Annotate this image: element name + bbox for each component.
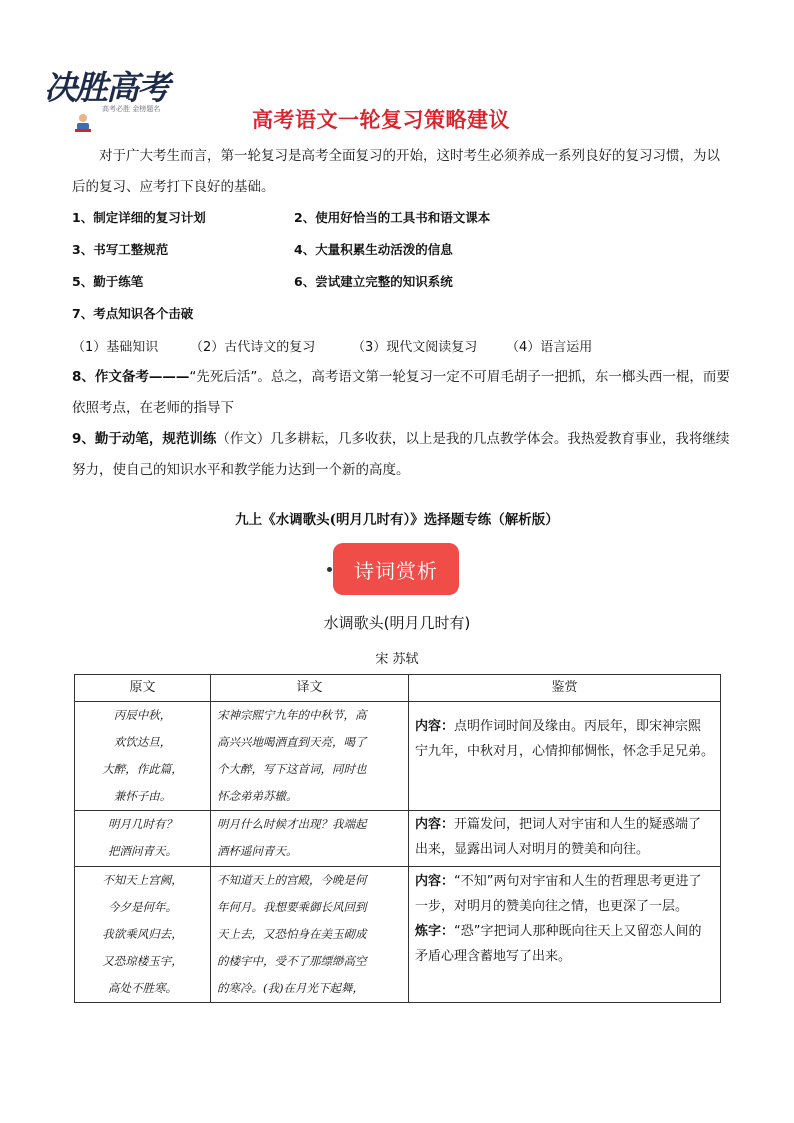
- analysis-block: [415, 919, 714, 969]
- translation-line: 宋神宗熙宁九年的中秋节，高: [217, 708, 367, 722]
- tip-4: 4、大量积累生动活泼的信息: [294, 242, 453, 257]
- translation-line: 年何月。我想要乘御长风回到: [217, 900, 367, 914]
- analysis-label: 内容：: [415, 817, 455, 832]
- original-line: 明月几时有？: [108, 817, 177, 831]
- header-analysis: 鉴赏: [409, 675, 721, 702]
- translation-line: 的楼宇中，受不了那缥缈高空: [217, 954, 367, 968]
- translation-line: 天上去，又恐怕身在美玉砌成: [217, 927, 367, 941]
- logo: [44, 58, 174, 140]
- cell-translation: [211, 867, 409, 1003]
- poem-author: 宋 苏轼: [375, 652, 419, 667]
- cell-analysis: [409, 867, 721, 1003]
- tip-8-label: 8、作文备考———: [72, 369, 190, 385]
- tip-2: 2、使用好恰当的工具书和语文课本: [294, 210, 491, 225]
- cell-analysis: [409, 702, 721, 811]
- translation-line: 明月什么时候才出现？我端起: [217, 817, 367, 831]
- subtopic-4: （4）语言运用: [506, 340, 593, 355]
- tip-6: 6、尝试建立完整的知识系统: [294, 274, 453, 289]
- cell-original: [75, 811, 211, 867]
- tip-9-text: （作文）几多耕耘，几多收获，以上是我的几点教学体会。我热爱教育事业，我将继续努力，使自己的知识水平和教学能力达到一个新的高度。: [72, 431, 730, 478]
- original-line: 我欲乘风归去，: [102, 927, 183, 941]
- cell-analysis: [409, 811, 721, 867]
- section-badge: 诗词赏析: [333, 543, 459, 595]
- tip-7: 7、考点知识各个击破: [72, 306, 194, 321]
- tip-8-text: “先死后活”。总之，高考语文第一轮复习一定不可眉毛胡子一把抓，东一榔头西一棍，而要依照考点，在老师的指导下: [72, 369, 730, 416]
- translation-line: 的寒冷。(我)在月光下起舞，: [217, 981, 364, 995]
- original-line: 大醉，作此篇，: [102, 762, 183, 776]
- student-figure-icon: [72, 112, 94, 134]
- tip-8-paragraph: [72, 362, 732, 424]
- table-row: [75, 867, 721, 1003]
- section-title: 九上《水调歌头(明月几时有）》选择题专练（解析版）: [235, 512, 559, 528]
- subtopic-2: （2）古代诗文的复习: [190, 340, 316, 355]
- analysis-text: 开篇发问，把词人对宇宙和人生的疑惑端了出来，显露出词人对明月的赞美和向往。: [415, 817, 702, 857]
- poem-table: [74, 674, 721, 1003]
- tip-1: 1、制定详细的复习计划: [72, 210, 206, 225]
- logo-text: 决胜高考: [44, 68, 168, 107]
- analysis-label: 炼字：: [415, 924, 455, 939]
- translation-line: 个大醉，写下这首词，同时也: [217, 762, 367, 776]
- original-line: 兼怀子由。: [113, 789, 172, 803]
- original-line: 不知天上宫阙，: [102, 873, 183, 887]
- cell-original: [75, 702, 211, 811]
- bullet-dot: [327, 567, 332, 572]
- subtopic-3: （3）现代文阅读复习: [352, 340, 478, 355]
- original-line: 欢饮达旦，: [113, 735, 172, 749]
- cell-original: [75, 867, 211, 1003]
- analysis-label: 内容：: [415, 874, 455, 889]
- table-row: [75, 811, 721, 867]
- original-line: 又恐琼楼玉宇，: [102, 954, 183, 968]
- intro-paragraph: 对于广大考生而言，第一轮复习是高考全面复习的开始，这时考生必须养成一系列良好的复习习惯，为以后的复习、应考打下良好的基础。: [72, 148, 720, 195]
- cell-translation: [211, 702, 409, 811]
- original-line: 高处不胜寒。: [108, 981, 177, 995]
- table-row: [75, 702, 721, 811]
- analysis-text: “不知”两句对宇宙和人生的哲理思考更进了一步，对明月的赞美向往之情，也更深了一层。: [415, 874, 702, 914]
- translation-line: 酒杯遥问青天。: [217, 844, 298, 858]
- original-line: 把酒问青天。: [108, 844, 177, 858]
- analysis-text: 点明作词时间及缘由。丙辰年，即宋神宗熙宁九年，中秋对月，心情抑郁惆怅，怀念手足兄弟。: [415, 719, 715, 759]
- subtopic-1: （1）基础知识: [72, 340, 159, 355]
- translation-line: 不知道天上的宫殿，今晚是何: [217, 873, 367, 887]
- tip-5: 5、勤于练笔: [72, 274, 144, 289]
- poem-title: 水调歌头(明月几时有): [323, 614, 471, 632]
- header-translation: 译文: [211, 675, 409, 702]
- translation-line: 怀念弟弟苏辙。: [217, 789, 298, 803]
- original-line: 今夕是何年。: [108, 900, 177, 914]
- translation-line: 高兴兴地喝酒直到天亮，喝了: [217, 735, 367, 749]
- tip-9-paragraph: [72, 424, 732, 486]
- cell-translation: [211, 811, 409, 867]
- logo-subtitle: 高考必胜 金榜题名: [102, 105, 161, 113]
- tip-3: 3、书写工整规范: [72, 242, 169, 257]
- analysis-label: 内容：: [415, 719, 455, 734]
- header-original: 原文: [75, 675, 211, 702]
- original-line: 丙辰中秋，: [113, 708, 172, 722]
- table-header-row: [75, 675, 721, 702]
- page-title: 高考语文一轮复习策略建议: [252, 108, 510, 132]
- tip-9-label: 9、勤于动笔，规范训练: [72, 431, 217, 447]
- analysis-block: [415, 869, 714, 919]
- analysis-text: “恐”字把词人那种既向往天上又留恋人间的矛盾心理含蓄地写了出来。: [415, 924, 702, 964]
